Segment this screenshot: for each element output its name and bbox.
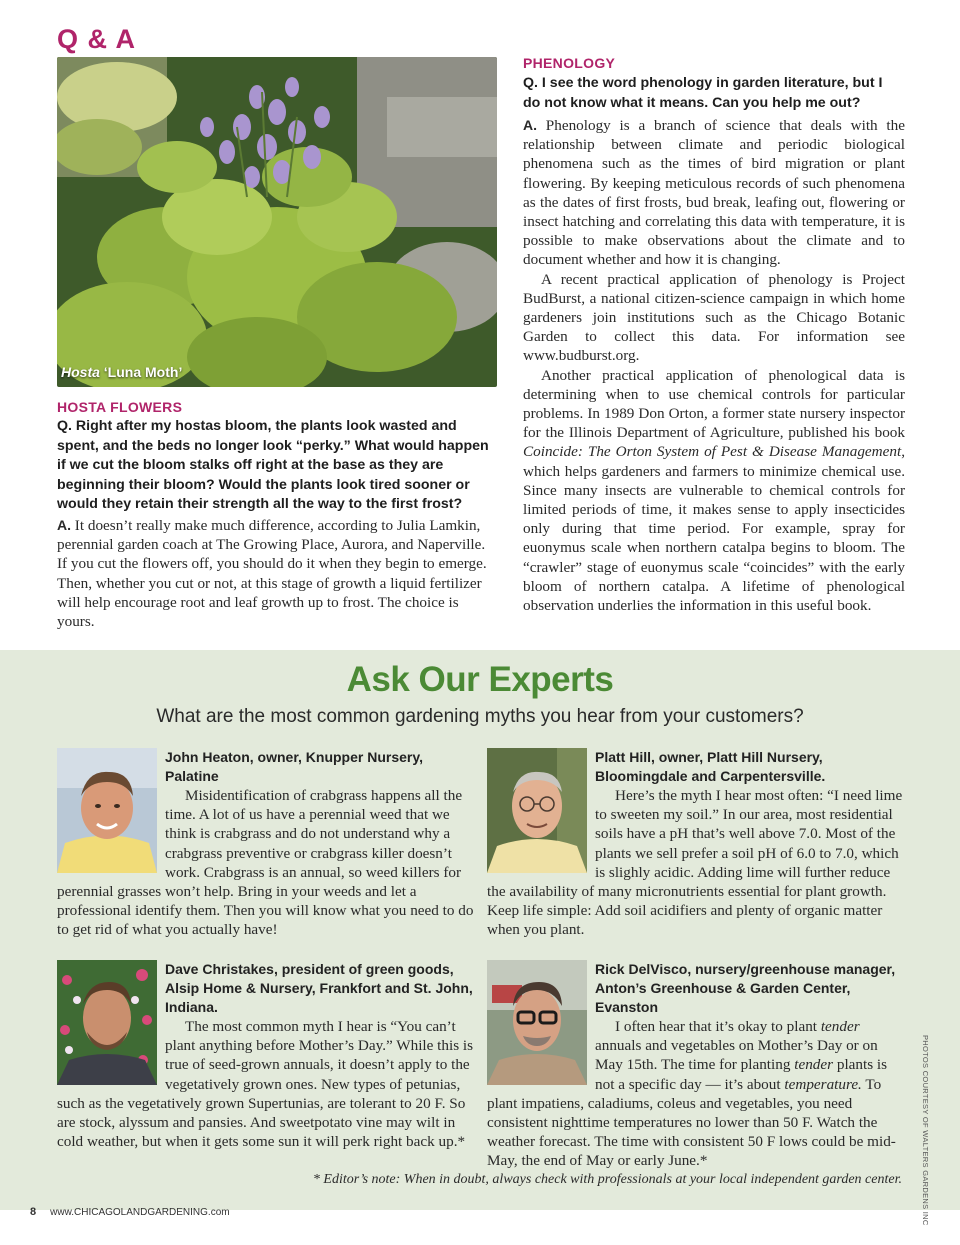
expert-name: Platt Hill, owner, Platt Hill Nursery, Bloomingdale and Carpentersville.: [595, 749, 826, 784]
expert-platt-hill: [487, 748, 907, 940]
expert-portrait: [487, 960, 587, 1085]
expert-answer: Here’s the myth I hear most often: “I need lime to sweeten my soil.” In our area, most residential soils have a pH that’s well above 7.0. Most of the plants we sell prefer a soil pH of 6.0 to 7.0, which is slighly acidic. Adding lime will further reduce the availability of many micronutrients essential for plant growth. Keep life simple: Add soil acidifiers and plenty of organic matter when you plant.: [487, 787, 903, 939]
expert-dave-christakes: [57, 960, 477, 1151]
expert-name: Dave Christakes, president of green goods, Alsip Home & Nursery, Frankfort and St. John, Indiana.: [165, 961, 473, 1015]
hosta-answer: A. It doesn’t really make much difference, according to Julia Lamkin, perennial garden coach at The Growing Place, Aurora, and Naperville. If you cut the flowers off, you should do it when they begin to emerge. Then, whether you cut or not, at this stage of growth a liquid fertilizer will help encourage root and leaf growth up to frost. The choice is yours.: [57, 517, 487, 631]
expert-rick-delvisco: [487, 960, 907, 1171]
expert-name: Rick DelVisco, nursery/greenhouse manager, Anton’s Greenhouse & Garden Center, Evanston: [595, 961, 896, 1015]
expert-portrait: [57, 748, 157, 873]
expert-answer: I often hear that it’s okay to plant tender annuals and vegetables on Mother’s Day or on May 15th. The time for planting tender plants is not a specific day — it’s about temperature. To plant impatiens, caladiums, coleus and vegetables, you need consistent nighttime temperatures no lower than 50 F. Watch the weather forecast. The time with consistent 50 F lows could be mid-May, the end of May or early June.*: [487, 1018, 896, 1170]
photo-credit: PHOTOS COURTESY OF WALTERS GARDENS INC: [921, 1035, 930, 1226]
experts-subtitle: What are the most common gardening myths you hear from your customers?: [156, 706, 804, 727]
footer-url[interactable]: www.CHICAGOLANDGARDENING.com: [50, 1207, 230, 1218]
expert-portrait: [487, 748, 587, 873]
expert-john-heaton: [57, 748, 477, 940]
expert-answer: The most common myth I hear is “You can’t plant anything before Mother’s Day.” While this is true of seed-grown annuals, it doesn’t apply to the vegetatively grown ones. New types of petunias, such as the vegetatively grown Supertunias, are tolerant to 20 F. So are stock, alyssum and pansies. And sweetpotato vine may wilt in cold weather, but when it gets some sun it will perk right back up.*: [57, 1018, 474, 1151]
expert-answer: Misidentification of crabgrass happens all the time. A lot of us have a perennial weed that we think is crabgrass and do not understand why a crabgrass preventive or crabgrass killer doesn’t work. Crabgrass is an annual, so weed killers for perennial grasses won’t help. Bring in your weeds and let a professional identify them. Then you will know what you need to do to get rid of what you actually have!: [57, 787, 474, 939]
page-footer: [30, 1206, 230, 1218]
page-number: 8: [30, 1206, 37, 1218]
hosta-photo: [57, 57, 497, 387]
hosta-question: Q. Right after my hostas bloom, the plants look wasted and spent, and the beds no longer look “perky.” What would happen if we cut the bloom stalks off right at the base as they are beginning their bloom? Would the plants look tired sooner or would they retain their strength all the way to the first frost?: [57, 418, 489, 512]
expert-name: John Heaton, owner, Knupper Nursery, Palatine: [165, 749, 424, 784]
section-title: Q & A: [57, 24, 136, 54]
hosta-heading: HOSTA FLOWERS: [57, 399, 183, 415]
photo-caption: Hosta ‘Luna Moth’: [61, 364, 183, 380]
editors-note: * Editor’s note: When in doubt, always check with professionals at your local independent garden center.: [312, 1172, 902, 1187]
experts-title: Ask Our Experts: [346, 660, 614, 699]
phenology-question: Q. I see the word phenology in garden literature, but I do not know what it means. Can you help me out?: [523, 75, 883, 111]
phenology-answer: A. Phenology is a branch of science that deals with the relationship between climate and periodic biological phenomena such as the times of bird migration or plant flowering. By keeping meticulous records of such phenomena as the dates of first frosts, bud break, leafing out, flowering or insect hatching and correlating this data with temperature, it is possible to make observations about the climate and to document whether and how it is changing. A recent practical application of phenology is Project BudBurst, a national citizen-science campaign in which home gardeners join institutions such as the Chicago Botanic Garden to collect this data. For information see www.budburst.org. Another practical application of phenological data is determining when to use chemical controls for particular problems. In 1989 Don Orton, a former state nursery inspector for the Illinois Department of Agriculture, published his book Coincide: The Orton System of Pest & Disease Management, which helps gardeners and farmers to minimize chemical use. Since many insects are vulnerable to chemical controls for limited periods of time, it makes sense to apply insecticides only during that time period. For example, spray for euonymus scale when northern catalpa begins to bloom. The “crawler” stage of euonymus scale “coincides” with the early bloom of northern catalpa. A lifetime of phenological observation underlies the information in this useful book.: [523, 117, 905, 615]
expert-portrait: [57, 960, 157, 1085]
phenology-heading: PHENOLOGY: [523, 55, 616, 71]
